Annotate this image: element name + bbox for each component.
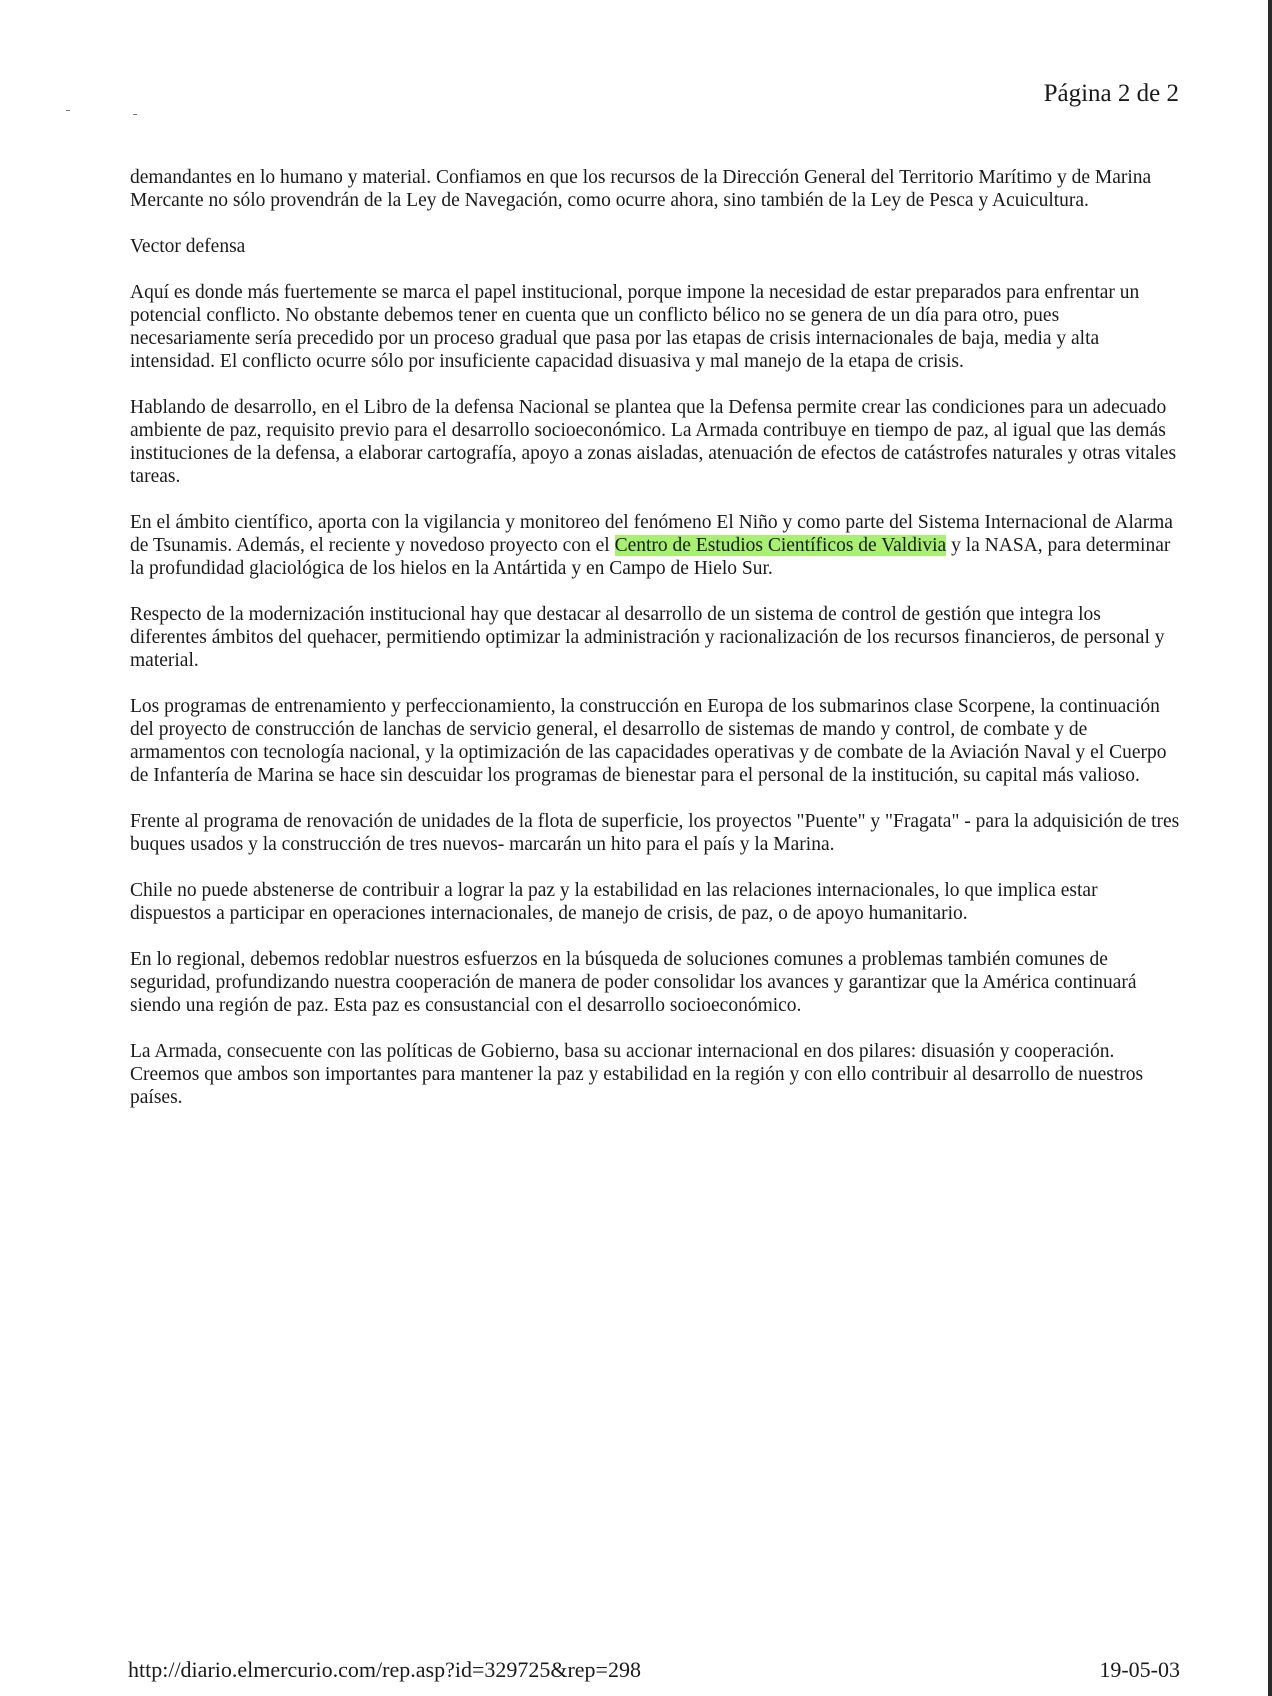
page-number: Página 2 de 2 [1043, 80, 1179, 107]
section-heading: Vector defensa [130, 236, 246, 257]
scan-edge [1268, 0, 1272, 1696]
paragraph: demandantes en lo humano y material. Confiamos en que los recursos de la Dirección General del Territorio Marítimo y de Marina Mercante no sólo provendrán de la Ley de Navegación, como ocurre ahora, sino también de la Ley de Pesca y Acuicultura. [130, 167, 1152, 211]
scan-speck [66, 110, 70, 111]
scan-speck [133, 114, 137, 115]
footer-url: http://diario.elmercurio.com/rep.asp?id=329725&rep=298 [128, 1657, 641, 1682]
paragraph: La Armada, consecuente con las políticas de Gobierno, basa su accionar internacional en dos pilares: disuasión y cooperación. Creemos que ambos son importantes para mantener la paz y estabilidad en la región y con ello contribuir al desarrollo de nuestros países. [130, 1041, 1144, 1108]
paragraph: Los programas de entrenamiento y perfeccionamiento, la construcción en Europa de los submarinos clase Scorpene, la continuación del proyecto de construcción de lanchas de servicio general, el desarrollo de sistemas de mando y control, de combate y de armamentos con tecnología nacional, y la optimización de las capacidades operativas y de combate de la Aviación Naval y el Cuerpo de Infantería de Marina se hace sin descuidar los programas de bienestar para el personal de la institución, su capital más valioso. [130, 696, 1167, 786]
paragraph: Frente al programa de renovación de unidades de la flota de superficie, los proyectos "Puente" y "Fragata" - para la adquisición de tres buques usados y la construcción de tres nuevos- marcarán un hito para el país y la Marina. [130, 811, 1180, 855]
paragraph-with-highlight [130, 511, 1180, 580]
paragraph: En lo regional, debemos redoblar nuestros esfuerzos en la búsqueda de soluciones comunes a problemas también comunes de seguridad, profundizando nuestra cooperación de manera de poder consolidar los avances y garantizar que la América continuará siendo una región de paz. Esta paz es consustancial con el desarrollo socioeconómico. [130, 949, 1137, 1016]
paragraph: Respecto de la modernización institucional hay que destacar al desarrollo de un sistema de control de gestión que integra los diferentes ámbitos del quehacer, permitiendo optimizar la administración y racionalización de los recursos financieros, de personal y material. [130, 604, 1165, 671]
highlight-text-after: y la NASA, para determinar la profundidad glaciológica de los hielos en la Antártida y en Campo de Hielo Sur. [130, 535, 1171, 579]
article-body [130, 166, 1180, 1132]
highlight-text-before: En el ámbito científico, aporta con la vigilancia y monitoreo del fenómeno El Niño y como parte del Sistema Internacional de Alarma de Tsunamis. Además, el reciente y novedoso proyecto con el [130, 512, 1173, 556]
paragraph: Hablando de desarrollo, en el Libro de la defensa Nacional se plantea que la Defensa permite crear las condiciones para un adecuado ambiente de paz, requisito previo para el desarrollo socioeconómico. La Armada contribuye en tiempo de paz, al igual que las demás instituciones de la defensa, a elaborar cartografía, apoyo a zonas aisladas, atenuación de efectos de catástrofes naturales y otras vitales tareas. [130, 397, 1177, 487]
footer-date: 19-05-03 [1099, 1657, 1180, 1682]
paragraph: Chile no puede abstenerse de contribuir a lograr la paz y la estabilidad en las relaciones internacionales, lo que implica estar dispuestos a participar en operaciones internacionales, de manejo de crisis, de paz, o de apoyo humanitario. [130, 880, 1098, 924]
highlighted-text: Centro de Estudios Científicos de Valdivia [614, 535, 947, 556]
paragraph: Aquí es donde más fuertemente se marca el papel institucional, porque impone la necesidad de estar preparados para enfrentar un potencial conflicto. No obstante debemos tener en cuenta que un conflicto bélico no se genera de un día para otro, pues necesariamente sería precedido por un proceso gradual que pasa por las etapas de crisis internacionales de baja, media y alta intensidad. El conflicto ocurre sólo por insuficiente capacidad disuasiva y mal manejo de la etapa de crisis. [130, 282, 1140, 372]
